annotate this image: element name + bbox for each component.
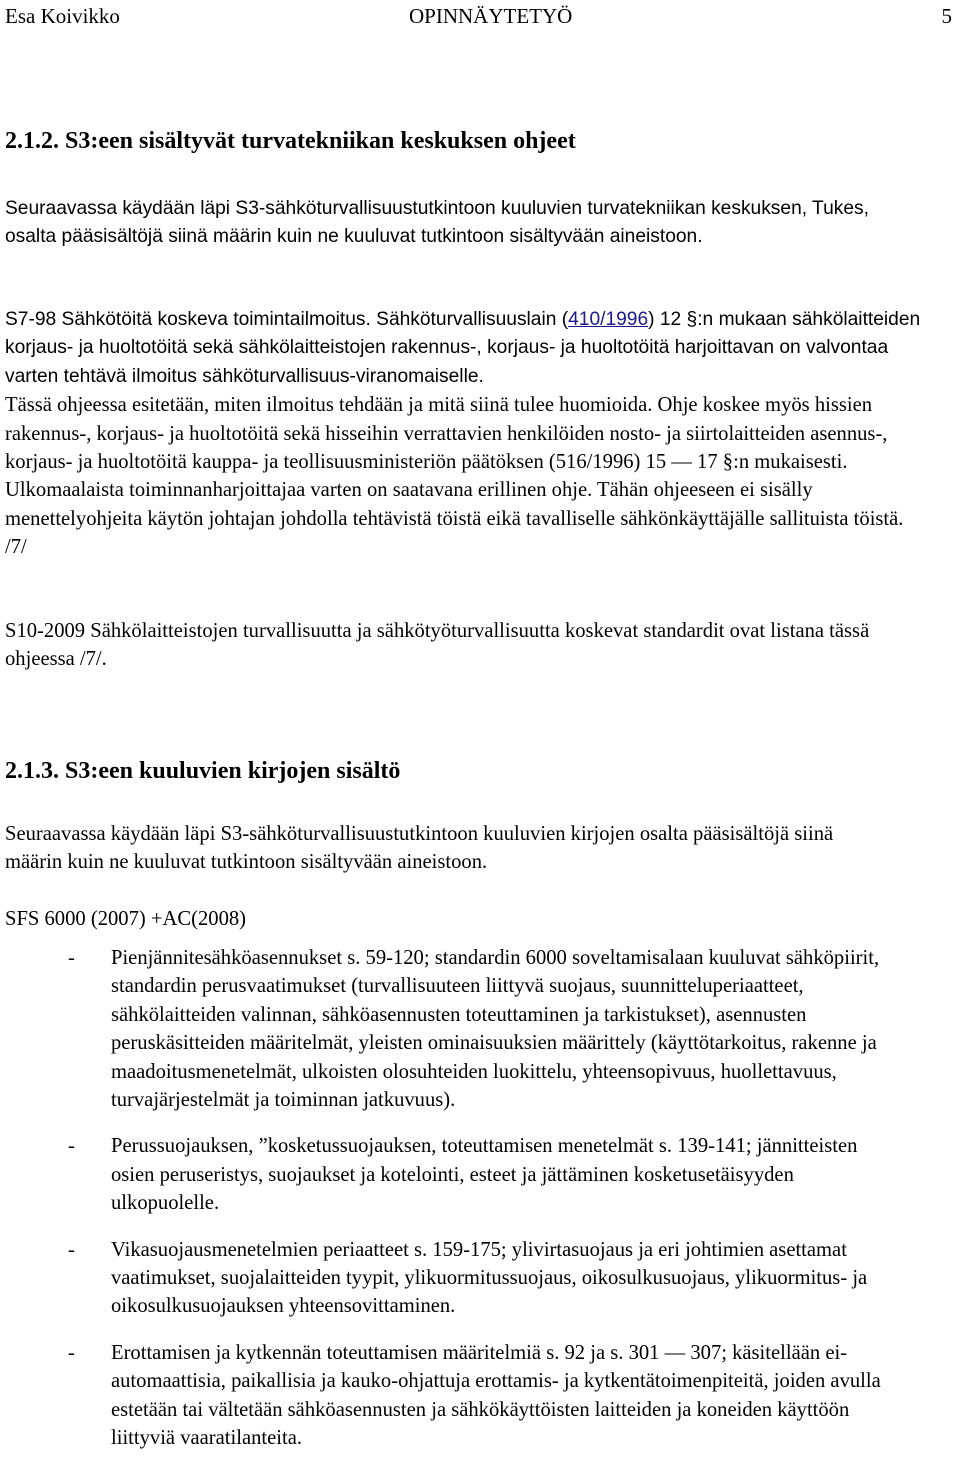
list-item (68, 1236, 888, 1321)
intro-paragraph: Seuraavassa käydään läpi S3-sähköturvallisuustutkintoon kuuluvien kirjojen osalta pääsisältöjä siinä määrin kuin ne kuuluvat tutkintoon sisältyvään aineistoon. (5, 823, 834, 874)
section-number: 2.1.3. (5, 758, 59, 784)
list-item (68, 1132, 888, 1217)
section-number: 2.1.2. (5, 128, 59, 154)
s7-law-prefix: Sähköturvallisuuslain ( (376, 309, 569, 330)
law-link[interactable]: 410/1996 (568, 309, 649, 330)
list-item (68, 944, 888, 1114)
s7-body: mukaan sähkölaitteiden korjaus- ja huoltotöitä sekä sähkölaitteistojen rakennus-, korjaus- ja huoltotöitä harjoittavan on valvontaa varten tehtävä ilmoitus sähköturvallisuus-viranomaiselle. (5, 309, 921, 387)
list-bullet: - (68, 1135, 75, 1158)
header-author: Esa Koivikko (5, 4, 120, 28)
s7-law-suffix: ) 12 §:n (648, 309, 714, 330)
section-heading-213 (5, 756, 930, 786)
section-title: S3:een kuuluvien kirjojen sisältö (65, 758, 401, 784)
s7-title: S7-98 Sähkötöitä koskeva toimintailmoitus. (5, 309, 371, 330)
section-heading-212 (5, 126, 930, 156)
section-title: S3:een sisältyvät turvatekniikan keskuksen ohjeet (65, 128, 576, 154)
sfs-title-block (5, 905, 930, 933)
list-bullet: - (68, 1238, 75, 1261)
list-item-text: Pienjännitesähköasennukset s. 59-120; standardin 6000 soveltamisalaan kuuluvat sähköpiirit, standardin perusvaatimukset (turvallisuuteen liittyvä suojaus, suunnitteluperiaatteet, sähkölaitteiden valinnan, sähköasennusten toteuttaminen ja tarkistukset), asennusten peruskäsitteiden määritelmät, yleisten ominaisuuksien määrittely (käyttötarkoitus, rakenne ja maadoitusmenetelmät, ulkoisten olosuhteiden luokittelu, yhteensopivuus, huollettavuus, turvajärjestelmät ja toiminnan jatkuvuus). (111, 947, 880, 1112)
page-header (5, 4, 952, 34)
section-intro-213 (5, 820, 835, 877)
list-item-text: Perussuojauksen, ”kosketussuojauksen, toteuttamisen menetelmät s. 139-141; jännitteisten osien peruseristys, suojaukset ja kotelointi, esteet ja jättäminen kosketusetäisyyden ulkopuolelle. (111, 1135, 858, 1215)
list-bullet: - (68, 1341, 75, 1364)
sfs-title: SFS 6000 (2007) +AC(2008) (5, 908, 247, 930)
intro-paragraph: Seuraavassa käydään läpi S3-sähköturvallisuustutkintoon kuuluvien turvatekniikan keskuksen, Tukes, osalta pääsisältöjä siinä määrin kuin ne kuuluvat tutkintoon sisältyvään aineistoon. (5, 198, 869, 248)
s10-paragraph (5, 617, 885, 674)
section-intro-212 (5, 195, 925, 252)
s10-text: S10-2009 Sähkölaitteistojen turvallisuutta ja sähkötyöturvallisuutta koskevat standardit ovat listana tässä ohjeessa /7/. (5, 620, 870, 671)
sfs-content-list (68, 944, 888, 1471)
list-item (68, 1339, 888, 1453)
header-doc-type: OPINNÄYTETYÖ (409, 4, 573, 28)
s7-body-serif: Tässä ohjeessa esitetään, miten ilmoitus tehdään ja mitä siinä tulee huomioida. Ohje koskee myös hissien rakennus-, korjaus- ja huoltotöitä sekä hisseihin verrattavien henkilöiden nosto- ja siirtolaitteiden asennus-, korjaus- ja huoltotöitä kauppa- ja teollisuusministeriön päätöksen (516/1996) 15 — 17 §:n mukaisesti. Ulkomaalaista toiminnanharjoittajaa varten on saatavana erillinen ohje. Tähän ohjeeseen ei sisälly menettelyohjeita käytön johtajan johdolla tehtävistä töistä eikä tavalliselle sähkönkäyttäjälle sallituista töistä. /7/ (5, 394, 904, 559)
list-bullet: - (68, 947, 75, 969)
header-page-number: 5 (941, 4, 952, 28)
list-item-text: Erottamisen ja kytkennän toteuttamisen määritelmiä s. 92 ja s. 301 — 307; käsitellään ei-automaattisia, paikallisia ja kauko-ohjattuja erottamis- ja kytkentätoimenpiteitä, joiden avulla estetään tai vältetään sähköasennusten ja sähkökäyttöisten laitteiden ja koneiden käyttöön liittyviä vaaratilanteita. (111, 1341, 881, 1450)
s7-paragraph (5, 306, 925, 562)
list-item-text: Vikasuojausmenetelmien periaatteet s. 159-175; ylivirtasuojaus ja eri johtimien asettamat vaatimukset, suojalaitteiden tyypit, ylikuormitussuojaus, oikosulkusuojaus, ylikuormitus- ja oikosulkusuojauksen yhteensovittaminen. (111, 1238, 868, 1318)
